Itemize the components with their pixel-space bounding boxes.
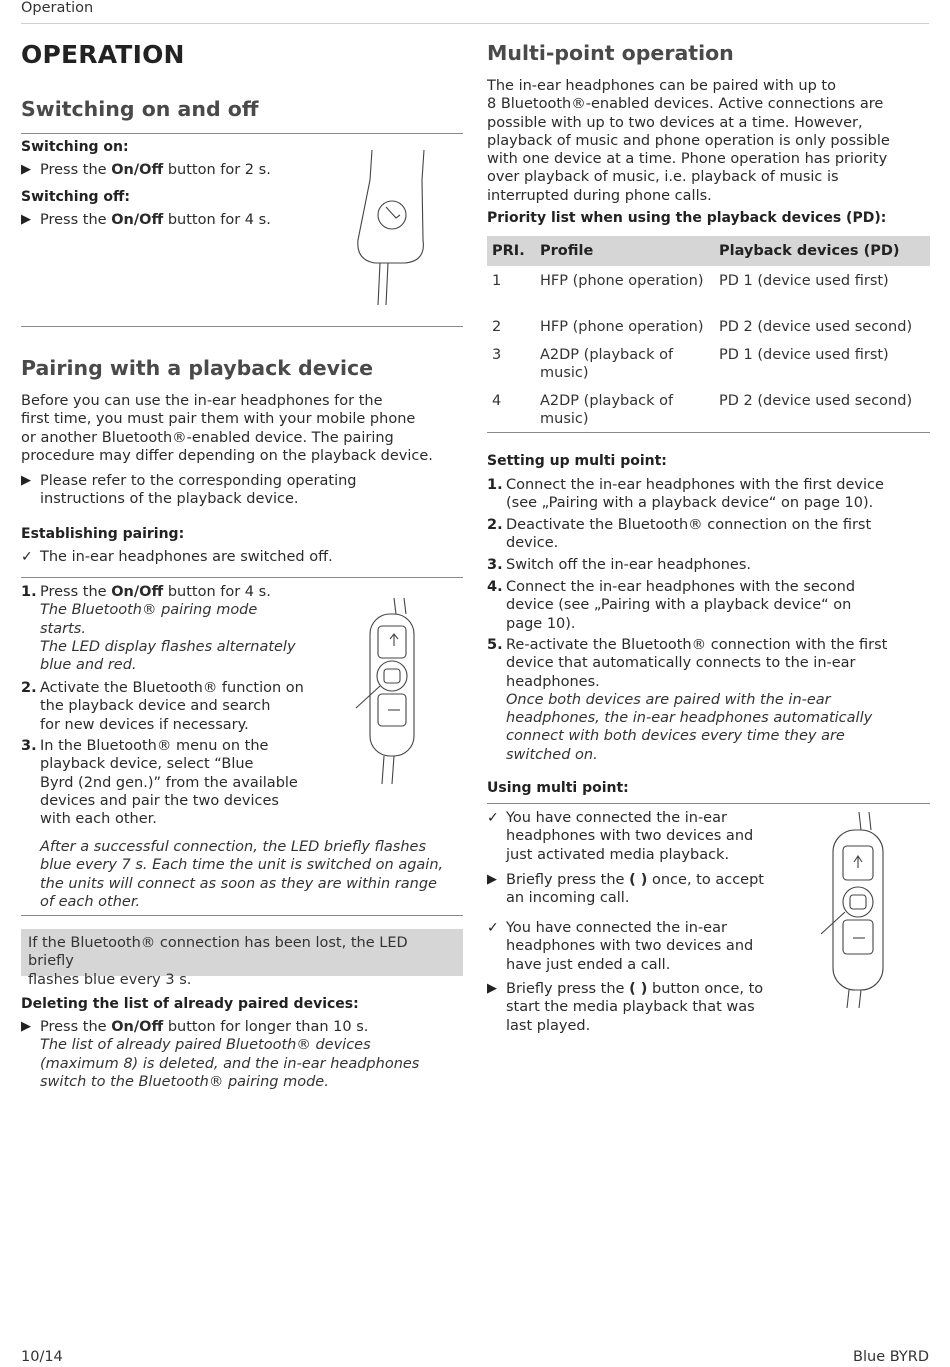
- table-header-pri: PRI.: [492, 243, 525, 259]
- section-rule: [487, 803, 930, 804]
- section-rule: [21, 133, 463, 134]
- multipoint-intro: The in-ear headphones can be paired with up to 8 Bluetooth®-enabled devices. Active connections are possible with up to two devices at a time. However, playback of music and phone operation is only possible with one device at a time. Phone operation has priority over playback of music, i.e. playback of music is interrupted during phone calls.: [487, 78, 890, 204]
- section-rule: [21, 915, 463, 916]
- product-name: Blue BYRD: [853, 1349, 929, 1365]
- pairing-success-note: After a successful connection, the LED briefly flashes blue every 7 s. Each time the unit is switched on again, the units will connect as soon as they are within range of each other.: [40, 839, 444, 910]
- section-rule: [21, 326, 463, 327]
- remote-control-illustration: [815, 810, 895, 1010]
- arrow-bullet-icon: ▶: [487, 872, 497, 887]
- arrow-bullet-icon: ▶: [21, 1019, 31, 1034]
- pairing-heading: Pairing with a playback device: [21, 356, 374, 380]
- section-rule: [21, 577, 463, 578]
- check-icon: ✓: [487, 920, 499, 936]
- check-icon: ✓: [487, 810, 499, 826]
- page-number: 10/14: [21, 1349, 63, 1365]
- switching-off-label: Switching off:: [21, 189, 130, 205]
- switching-heading: Switching on and off: [21, 97, 259, 121]
- arrow-bullet-icon: ▶: [21, 473, 31, 488]
- arrow-bullet-icon: ▶: [21, 212, 31, 227]
- establishing-label: Establishing pairing:: [21, 526, 185, 542]
- info-note-box: If the Bluetooth® connection has been lost, the LED briefly flashes blue every 3 s.: [21, 929, 463, 976]
- table-bottom-rule: [487, 432, 930, 433]
- using-label: Using multi point:: [487, 780, 629, 796]
- priority-list-label: Priority list when using the playback devices (PD):: [487, 210, 887, 226]
- setup-label: Setting up multi point:: [487, 453, 667, 469]
- delete-list-label: Deleting the list of already paired devices:: [21, 996, 359, 1012]
- pairing-intro: Before you can use the in-ear headphones for the first time, you must pair them with your mobile phone or another Bluetooth®-enabled device. The pairing procedure may differ depending on the playback device.: [21, 393, 433, 464]
- remote-control-illustration: [350, 145, 440, 310]
- table-header-devices: Playback devices (PD): [719, 243, 900, 259]
- arrow-bullet-icon: ▶: [21, 162, 31, 177]
- table-header-profile: Profile: [540, 243, 594, 259]
- arrow-bullet-icon: ▶: [487, 981, 497, 996]
- page-title: OPERATION: [21, 40, 185, 69]
- multipoint-heading: Multi-point operation: [487, 41, 734, 65]
- check-icon: ✓: [21, 549, 33, 565]
- header-divider: [21, 23, 929, 24]
- remote-control-illustration: [350, 596, 430, 786]
- switching-on-label: Switching on:: [21, 139, 129, 155]
- running-header: Operation: [21, 0, 94, 16]
